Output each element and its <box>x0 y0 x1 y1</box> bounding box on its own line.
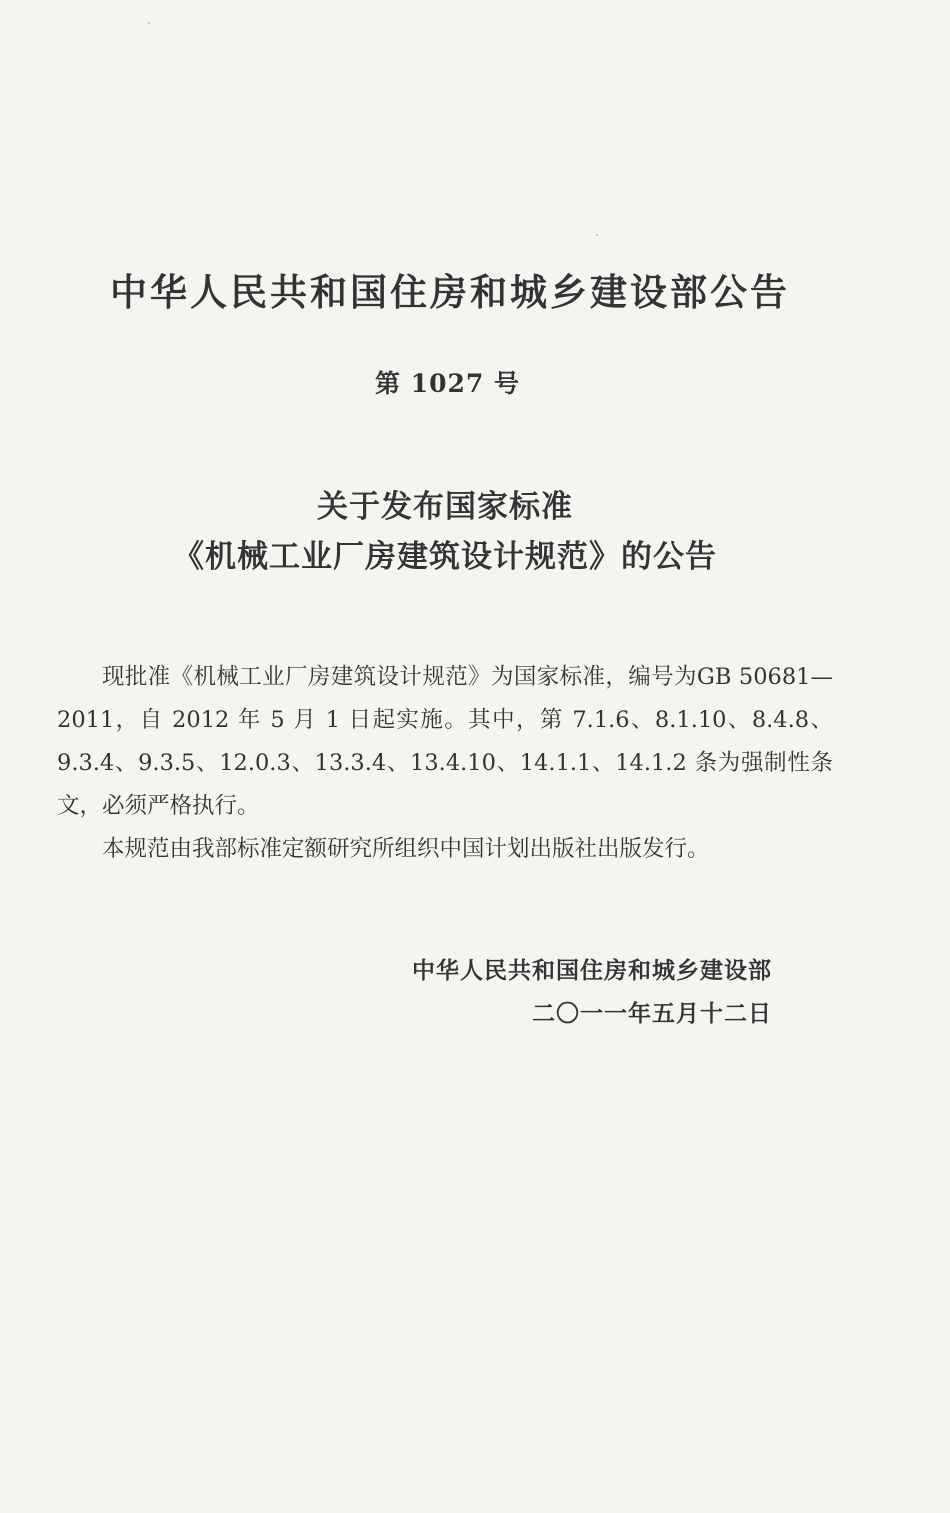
scan-speck <box>596 234 598 236</box>
body-paragraph-1: 现批准《机械工业厂房建筑设计规范》为国家标准，编号为GB 50681—2011，自 2012 年 5 月 1 日起实施。其中，第 7.1.6、8.1.10、8.4.8、9.3.4、9.3.5、12.0.3、13.3.4、13.4.10、14.1.1、14.1.2 条为强制性条文，必须严格执行。 <box>57 664 833 819</box>
subject-line-2: 《机械工业厂房建筑设计规范》的公告 <box>173 539 717 575</box>
issuer-title: 中华人民共和国住房和城乡建设部公告 <box>110 271 790 314</box>
signature-block <box>300 950 772 1036</box>
subject-line-1: 关于发布国家标准 <box>317 489 573 525</box>
body-paragraph-2: 本规范由我部标准定额研究所组织中国计划出版社出版发行。 <box>102 836 710 862</box>
signature-date: 二〇一一年五月十二日 <box>532 1001 772 1027</box>
announcement-body <box>57 656 833 871</box>
announcement-subject <box>0 482 890 582</box>
signature-issuer: 中华人民共和国住房和城乡建设部 <box>412 958 772 984</box>
document-number: 第 1027 号 <box>375 369 520 398</box>
scan-speck <box>148 22 150 24</box>
